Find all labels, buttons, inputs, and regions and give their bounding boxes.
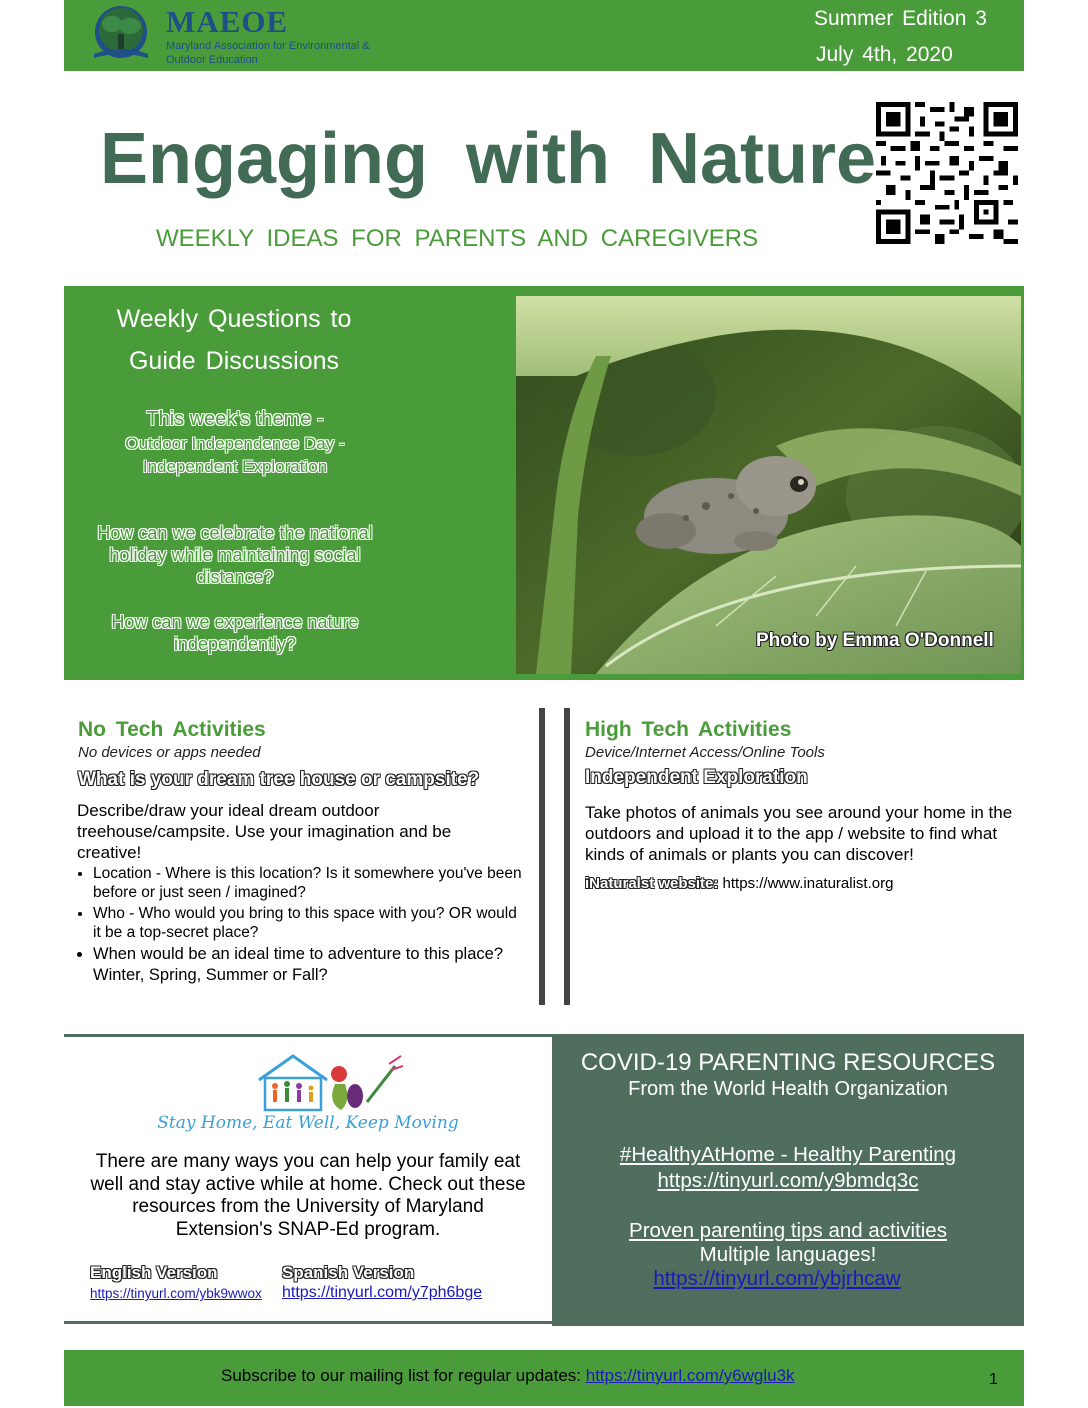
org-abbreviation: MAEOE	[166, 4, 289, 39]
theme-line-2: Independent Exploration	[142, 457, 328, 476]
stay-home-body: There are many ways you can help your family eat well and stay active while at home. Check out these resources from the University of Maryland Extension's SNAP-Ed program.	[90, 1151, 526, 1240]
org-name-line-1: Maryland Association for Environmental &	[166, 40, 370, 52]
subscribe-line	[221, 1366, 795, 1386]
no-tech-subtitle: No devices or apps needed	[78, 744, 261, 761]
no-tech-title: No Tech Activities	[78, 718, 266, 741]
no-tech-description: Describe/draw your ideal dream outdoor treehouse/campsite. Use your imagination and be creative!	[77, 801, 452, 862]
qr-code-icon[interactable]	[876, 102, 1018, 244]
frog-photo	[516, 296, 1021, 674]
theme-line-1: Outdoor Independence Day -	[125, 434, 345, 453]
no-tech-bullet-list	[75, 864, 523, 988]
page-title: Engaging with Nature	[100, 119, 877, 199]
stay-home-logo-text: Stay Home, Eat Well, Keep Moving	[157, 1113, 459, 1133]
covid-title: COVID-19 PARENTING RESOURCES	[580, 1049, 996, 1076]
discussion-question-1: How can we celebrate the national holiday while maintaining social distance?	[97, 523, 373, 587]
page-number: 1	[989, 1371, 998, 1388]
discussion-question-2: How can we experience nature independently?	[111, 612, 359, 654]
inaturalist-label: iNaturalst website:	[585, 875, 719, 892]
page-subtitle: WEEKLY IDEAS FOR PARENTS AND CAREGIVERS	[156, 225, 759, 252]
theme-label: This week's theme -	[146, 408, 324, 430]
healthy-at-home-link[interactable]: #HealthyAtHome - Healthy Parenting	[619, 1143, 957, 1166]
english-version-label: English Version	[90, 1263, 218, 1282]
spanish-version-link[interactable]: https://tinyurl.com/y7ph6bge	[282, 1284, 483, 1301]
subscribe-link[interactable]: https://tinyurl.com/y6wglu3k	[585, 1366, 795, 1385]
parenting-tips-url[interactable]: https://tinyurl.com/ybjrhcaw	[653, 1267, 901, 1290]
spanish-version-label: Spanish Version	[282, 1263, 415, 1282]
healthy-parenting-url[interactable]: https://tinyurl.com/y9bmdq3c	[657, 1169, 919, 1192]
photo-credit: Photo by Emma O'Donnell	[756, 630, 994, 651]
family-house-logo-icon	[255, 1052, 405, 1114]
multiple-languages-note: Multiple languages!	[699, 1243, 877, 1266]
subscribe-text: Subscribe to our mailing list for regular updates:	[221, 1366, 582, 1385]
high-tech-title: High Tech Activities	[585, 718, 792, 741]
tree-logo-icon	[90, 4, 152, 66]
list-item: • Location - Where is this location? Is it somewhere you've been before or just seen / imagined?	[93, 864, 523, 902]
no-tech-question: What is your dream tree house or campsite?	[78, 769, 480, 790]
inaturalist-line	[585, 875, 893, 892]
column-divider-right	[564, 708, 570, 1005]
list-item: • When would be an ideal time to adventure to this place? Winter, Spring, Summer or Fall?	[93, 944, 523, 986]
list-item: • Who - Who would you bring to this space with you? OR would it be a top-secret place?	[93, 904, 523, 942]
high-tech-question: Independent Exploration	[585, 767, 808, 788]
edition-label: Summer Edition 3	[814, 7, 987, 30]
questions-heading-line-1: Weekly Questions to	[116, 305, 352, 333]
edition-date: July 4th, 2020	[816, 43, 953, 66]
covid-subtitle: From the World Health Organization	[628, 1078, 948, 1100]
questions-heading-line-2: Guide Discussions	[128, 347, 340, 375]
column-divider-left	[539, 708, 545, 1005]
high-tech-description: Take photos of animals you see around your home in the outdoors and upload it to the app / website to find what kinds of animals or plants you can discover!	[585, 803, 1013, 864]
inaturalist-url[interactable]: https://www.inaturalist.org	[722, 875, 894, 892]
parenting-tips-link[interactable]: Proven parenting tips and activities	[629, 1219, 947, 1242]
high-tech-subtitle: Device/Internet Access/Online Tools	[585, 744, 825, 761]
english-version-link[interactable]: https://tinyurl.com/ybk9wwox	[90, 1286, 262, 1301]
org-name-line-2: Outdoor Education	[166, 54, 258, 66]
